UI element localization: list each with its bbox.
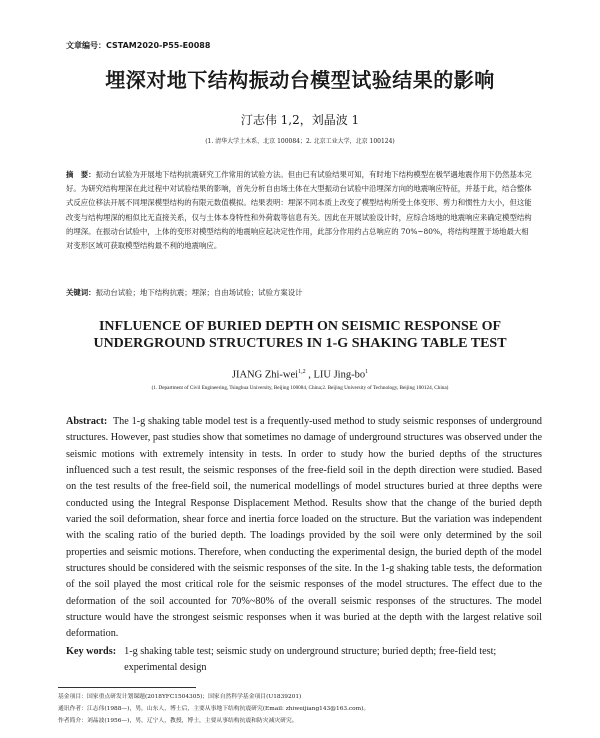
english-authors (0, 369, 600, 381)
english-affiliations: (1. Department of Civil Engineering, Tsinghua University, Beijing 100084, China;2. Beijing University of Technology, Beijing 100124, China) (151, 385, 449, 391)
chinese-keywords (66, 287, 536, 299)
english-title-line1: INFLUENCE OF BURIED DEPTH ON SEISMIC RESPONSE OF (98, 319, 502, 334)
chinese-keywords-label: 关键词： (66, 288, 96, 297)
chinese-abstract-text: 振动台试验为开展地下结构抗震研究工作常用的试验方法。但由已有试验结果可知，有时地下结构模型在极罕遇地震作用下仍然基本完好。为研究结构埋深在此过程中对试验结果的影响，首先分析自由场土体在大型振动台试验中沿埋深方向的地震响应特征，并基于此，结合整体式反应位移法开展不同埋深模型结构的有限元数值模拟。结果表明：埋深不同本质上改变了模型结构所受土体变形、剪力和惯性力大小，但这能改变与结构埋深的相似比无直接关系，仅与土体本身特性和外荷载等信息有关。因此在开展试验设计时，应综合场地的地震响应来确定模型结构的埋深。在振动台试验中，上体的变形对模型结构的地震响应起决定性作用，此部分作用约占总响应的 70%~80%，将结构埋置于场地最大相对变形区域可获取模型结构最不利的地震响应。 (66, 170, 532, 251)
english-abstract-text: The 1-g shaking table model test is a frequently-used method to study seismic responses of underground structures. However, past studies show that sometimes no damage of underground structures was observed under the seismic motions with extremely intensity in tests. In order to study how the buried depths of the structures influenced such a test result, the seismic responses of the free-field soil in the depth direction were studied. Based on the test results of the free-field soil, the numerical modellings of model structures buried at three depths were conducted using the Integral Response Displacement Method. Results show that the change of the buried depth varied the soil deformation, shear force and inertia force loaded on the structure. But the variation was independent with the scaling ratio of the buried depth. The loadings provided by the soil were only determined by the soil properties and seismic motions. Therefore, when conducting the experimental design, the buried depth of the model structures should be considered with the seismic responses of the site. In the 1-g shaking table tests, the deformation of the soil played the most critical role for the seismic responses of the model structures. The effect due to the deformation of the soil accounted for 70%~80% of the overall seismic responses of the structures. The model structure would have the strongest seismic responses when it was buried at the depth with the largest relative soil deformation. (66, 416, 543, 640)
english-keywords (66, 644, 542, 676)
footnote-author-bio: 作者简介：刘晶波(1956—)，男，辽宁人，教授，博士，主要从事结构抗震和防灾减灾研究。 (58, 718, 298, 724)
english-abstract-label: Abstract: (66, 416, 108, 427)
english-keywords-label: Key words: (66, 646, 117, 657)
author-1: JIANG Zhi-wei (231, 369, 299, 381)
chinese-abstract (66, 168, 536, 253)
footnote-funding: 基金项目：国家重点研发计划课题(2018YFC1504305)；国家自然科学基金项目(U1839201) (58, 694, 302, 700)
chinese-abstract-label: 摘 要： (66, 170, 96, 179)
footnote-divider (58, 687, 196, 688)
english-keywords-text: 1-g shaking table test; seismic study on underground structure; buried depth; free-field test; experimental design (124, 646, 497, 673)
article-number: 文章编号：CSTAM2020-P55-E0088 (66, 41, 211, 50)
chinese-title: 埋深对地下结构振动台模型试验结果的影响 (105, 68, 495, 92)
english-abstract (66, 414, 542, 643)
author-2: LIU Jing-bo (313, 369, 366, 381)
author-1-sup: 1,2 (298, 369, 306, 375)
chinese-affiliations: (1. 清华大学土木系，北京 100084；2. 北京工业大学，北京 100124) (205, 138, 395, 145)
chinese-keywords-text: 振动台试验；地下结构抗震；埋深；自由场试验；试验方案设计 (95, 288, 303, 297)
author-2-sup: 1 (365, 369, 369, 375)
chinese-authors: 汀志伟 1,2，刘晶波 1 (240, 113, 360, 127)
english-title-line2: UNDERGROUND STRUCTURES IN 1-G SHAKING TABLE TEST (93, 336, 507, 351)
footnote-corresponding: 通讯作者：江志伟(1988—)，男，山东人，博士后，主要从事地下结构抗震研究(Email: zhiweijiang143@163.com)。 (58, 706, 370, 712)
author-separator: , (305, 369, 314, 381)
footnotes (58, 691, 558, 727)
english-title (40, 318, 560, 352)
